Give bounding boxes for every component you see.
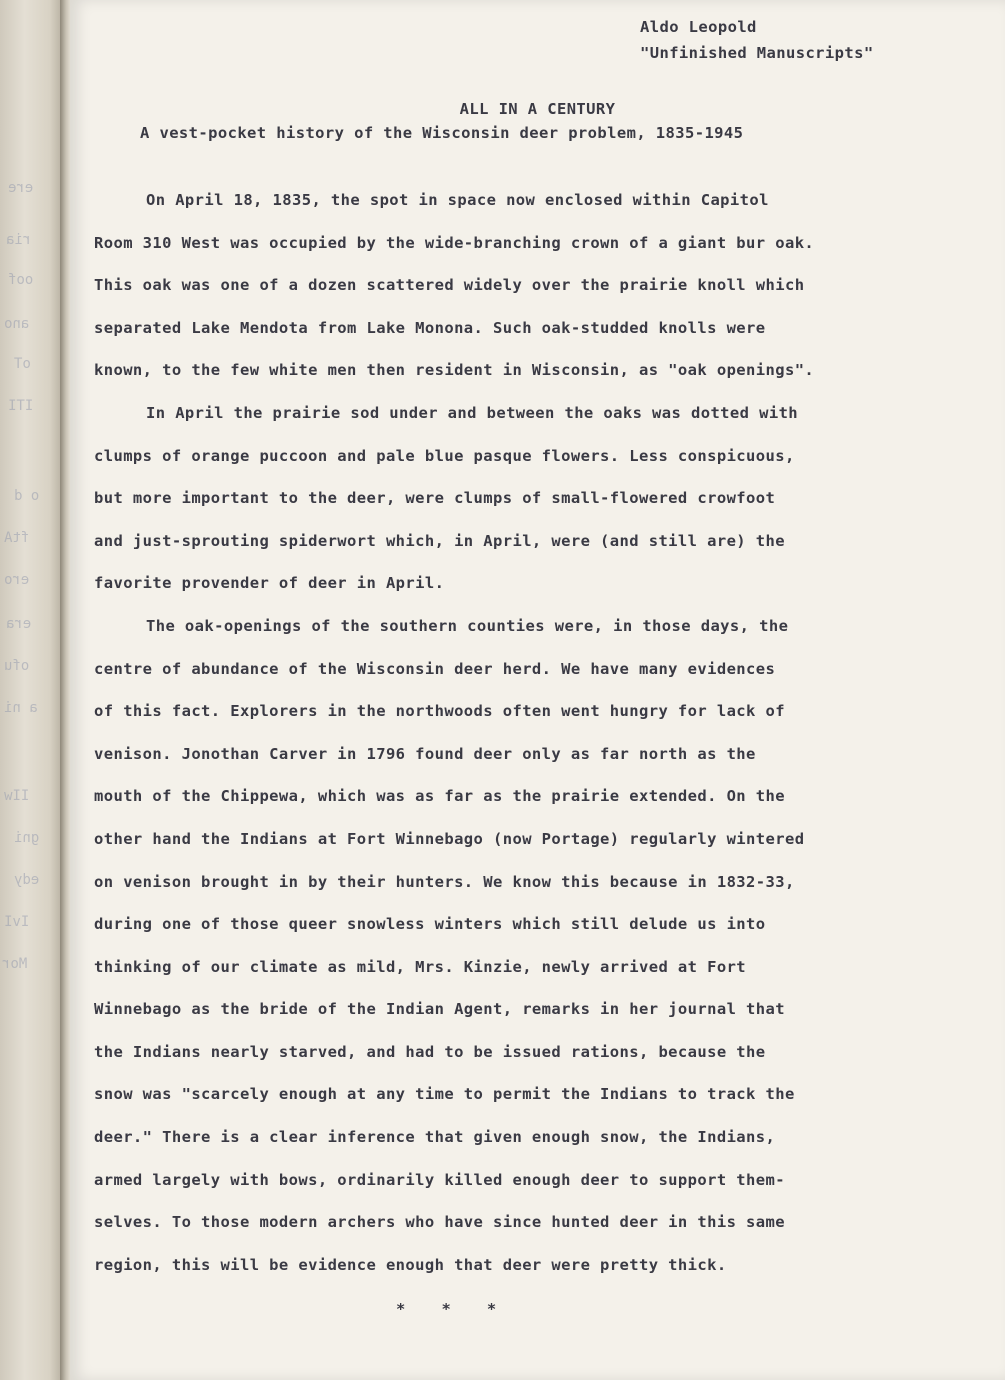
text-line-content: The oak-openings of the southern counties were, in those days, the (146, 616, 789, 635)
text-line (94, 783, 934, 826)
text-line (94, 1081, 934, 1124)
text-line-content: and just-sprouting spiderwort which, in April, were (and still are) the (94, 531, 785, 550)
bleed-fragment: IIw (4, 788, 30, 804)
bleed-fragment: ero (4, 572, 30, 588)
section-break: * * * (396, 1300, 497, 1318)
text-line-content: mouth of the Chippewa, which was as far as the prairie extended. On the (94, 787, 785, 806)
text-line (94, 357, 934, 400)
manuscript-page (70, 0, 1005, 1380)
bleed-fragment: gni (14, 830, 40, 846)
bleed-fragment: oof (8, 272, 34, 288)
bleed-fragment: oT (14, 356, 31, 372)
text-line-content: In April the prairie sod under and between the oaks was dotted with (146, 403, 799, 422)
bleed-fragment: ria (6, 232, 32, 248)
bleed-fragment: ere (8, 180, 34, 196)
text-line (94, 485, 934, 528)
text-line-content: thinking of our climate as mild, Mrs. Kinzie, newly arrived at Fort (94, 957, 747, 976)
text-line-content: snow was "scarcely enough at any time to permit the Indians to track the (94, 1085, 795, 1104)
text-line-content: separated Lake Mendota from Lake Monona. Such oak-studded knolls were (94, 318, 766, 337)
text-line-content: region, this will be evidence enough that deer were pretty thick. (94, 1255, 727, 1274)
text-line-content: during one of those queer snowless winters which still delude us into (94, 915, 766, 934)
text-line-content: but more important to the deer, were clumps of small-flowered crowfoot (94, 489, 776, 508)
text-line (94, 954, 934, 997)
bleed-fragment: a ni (4, 700, 38, 716)
text-line (94, 570, 934, 613)
text-line (94, 996, 934, 1039)
text-line (94, 1252, 934, 1295)
text-line (94, 698, 934, 741)
text-line-content: armed largely with bows, ordinarily killed enough deer to support them- (94, 1170, 785, 1189)
text-line-content: known, to the few white men then resident in Wisconsin, as "oak openings". (94, 361, 815, 380)
text-line-content: selves. To those modern archers who have since hunted deer in this same (94, 1213, 785, 1232)
author-name: Aldo Leopold (640, 18, 757, 36)
text-line (94, 1124, 934, 1167)
text-line-content: On April 18, 1835, the spot in space now enclosed within Capitol (146, 191, 769, 209)
text-line-content: favorite provender of deer in April. (94, 574, 445, 593)
bleed-fragment: ano (4, 316, 30, 332)
text-line (94, 528, 934, 571)
text-line (94, 826, 934, 869)
body-text (94, 187, 934, 1294)
bleed-fragment: IvI (4, 914, 30, 930)
text-line (94, 911, 934, 954)
text-line (94, 869, 934, 912)
text-line (94, 272, 934, 315)
document-title: ALL IN A CENTURY (459, 100, 616, 118)
bleed-fragment: ofu (4, 658, 30, 674)
text-line (94, 1209, 934, 1252)
text-line-content: of this fact. Explorers in the northwoods often went hungry for lack of (94, 702, 785, 721)
bleed-fragment: o d (14, 488, 40, 504)
text-line (94, 1167, 934, 1210)
text-line-content: venison. Jonothan Carver in 1796 found deer only as far north as the (94, 744, 756, 763)
text-line-content: on venison brought in by their hunters. We know this because in 1832-33, (94, 872, 795, 891)
text-line (94, 315, 934, 358)
text-line-content: clumps of orange puccoon and pale blue pasque flowers. Less conspicuous, (94, 446, 795, 465)
text-line (94, 656, 934, 699)
text-line-content: deer." There is a clear inference that given enough snow, the Indians, (94, 1128, 776, 1147)
text-line (94, 400, 934, 443)
bleed-fragment: Mor (2, 956, 28, 972)
text-line-content: Room 310 West was occupied by the wide-branching crown of a giant bur oak. (94, 233, 815, 252)
text-line-content: centre of abundance of the Wisconsin deer herd. We have many evidences (94, 659, 776, 678)
text-line-content: the Indians nearly starved, and had to be issued rations, because the (94, 1042, 766, 1061)
page-header (640, 14, 874, 66)
text-line (94, 230, 934, 273)
text-line (94, 1039, 934, 1082)
collection-name: "Unfinished Manuscripts" (640, 44, 874, 62)
text-line (94, 741, 934, 784)
text-line (94, 613, 934, 656)
document-subtitle: A vest-pocket history of the Wisconsin deer problem, 1835-1945 (140, 124, 744, 142)
text-line-content: This oak was one of a dozen scattered widely over the prairie knoll which (94, 276, 805, 295)
facing-page-bleed-through (0, 0, 60, 1380)
bleed-fragment: edy (14, 872, 40, 888)
text-line (94, 443, 934, 486)
text-line-content: other hand the Indians at Fort Winnebago (now Portage) regularly wintered (94, 829, 805, 848)
bleed-fragment: era (6, 616, 32, 632)
bleed-fragment: ftA (4, 530, 30, 546)
bleed-fragment: ITI (8, 398, 34, 414)
text-line-content: Winnebago as the bride of the Indian Agent, remarks in her journal that (94, 1000, 785, 1019)
text-line (94, 187, 934, 230)
